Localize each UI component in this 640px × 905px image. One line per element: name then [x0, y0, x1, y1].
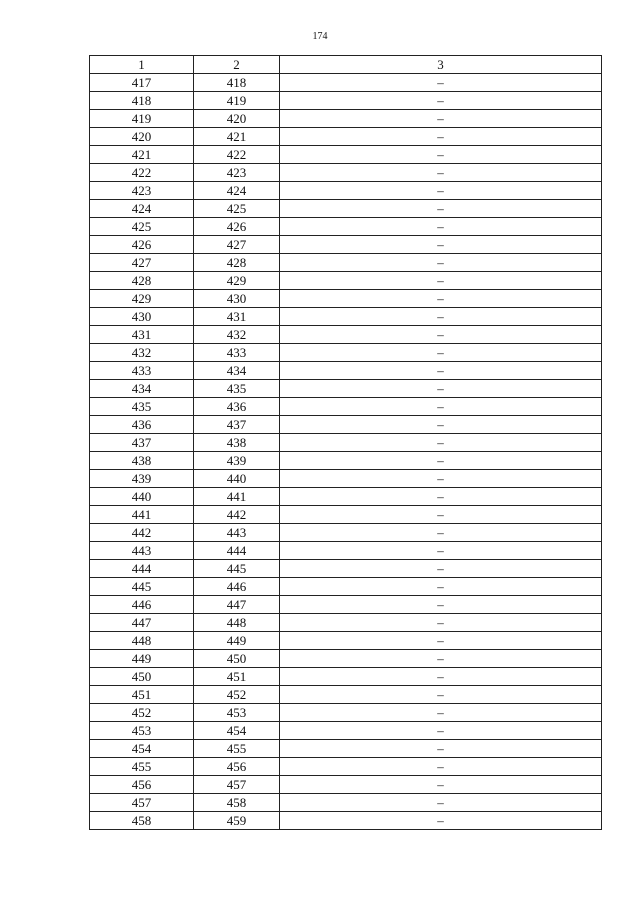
table-cell-col-3: –: [280, 326, 602, 344]
table-cell-col-2: 459: [194, 812, 280, 830]
table-row: [90, 704, 602, 722]
table-cell-col-1: 454: [90, 740, 194, 758]
table-cell-col-3: –: [280, 776, 602, 794]
table-row: [90, 542, 602, 560]
table-body: [90, 74, 602, 830]
column-header-1: 1: [90, 56, 194, 74]
table-row: [90, 596, 602, 614]
table-cell-col-2: 454: [194, 722, 280, 740]
table-cell-col-1: 441: [90, 506, 194, 524]
table-cell-col-2: 421: [194, 128, 280, 146]
table-cell-col-2: 456: [194, 758, 280, 776]
table-cell-col-2: 422: [194, 146, 280, 164]
table-cell-col-3: –: [280, 488, 602, 506]
table-cell-col-1: 450: [90, 668, 194, 686]
table-cell-col-3: –: [280, 758, 602, 776]
table-row: [90, 164, 602, 182]
table-cell-col-1: 443: [90, 542, 194, 560]
table-cell-col-1: 444: [90, 560, 194, 578]
table-row: [90, 74, 602, 92]
table-cell-col-2: 431: [194, 308, 280, 326]
table-cell-col-3: –: [280, 218, 602, 236]
table-cell-col-3: –: [280, 236, 602, 254]
table-cell-col-1: 439: [90, 470, 194, 488]
table-cell-col-1: 417: [90, 74, 194, 92]
table-cell-col-2: 457: [194, 776, 280, 794]
table-cell-col-2: 429: [194, 272, 280, 290]
table-cell-col-3: –: [280, 254, 602, 272]
page-number: 174: [312, 31, 328, 42]
table-cell-col-1: 442: [90, 524, 194, 542]
table-row: [90, 92, 602, 110]
table-cell-col-2: 430: [194, 290, 280, 308]
table-row: [90, 236, 602, 254]
table-cell-col-3: –: [280, 416, 602, 434]
table-row: [90, 650, 602, 668]
table-cell-col-3: –: [280, 290, 602, 308]
table-cell-col-2: 435: [194, 380, 280, 398]
table-cell-col-1: 452: [90, 704, 194, 722]
table-cell-col-1: 448: [90, 632, 194, 650]
table-row: [90, 776, 602, 794]
table-row: [90, 632, 602, 650]
table-cell-col-3: –: [280, 524, 602, 542]
table-cell-col-1: 430: [90, 308, 194, 326]
table-row: [90, 560, 602, 578]
table-row: [90, 326, 602, 344]
table-cell-col-1: 435: [90, 398, 194, 416]
table-row: [90, 344, 602, 362]
table-row: [90, 506, 602, 524]
table-row: [90, 740, 602, 758]
table-cell-col-1: 428: [90, 272, 194, 290]
table-cell-col-3: –: [280, 452, 602, 470]
table-row: [90, 272, 602, 290]
table-cell-col-2: 441: [194, 488, 280, 506]
table-cell-col-3: –: [280, 110, 602, 128]
table-cell-col-3: –: [280, 542, 602, 560]
table-row: [90, 416, 602, 434]
table-cell-col-3: –: [280, 560, 602, 578]
table-cell-col-3: –: [280, 92, 602, 110]
table-row: [90, 182, 602, 200]
table-cell-col-2: 438: [194, 434, 280, 452]
table-cell-col-3: –: [280, 434, 602, 452]
table-row: [90, 380, 602, 398]
table-cell-col-2: 423: [194, 164, 280, 182]
table-row: [90, 200, 602, 218]
table-cell-col-1: 421: [90, 146, 194, 164]
table-cell-col-1: 449: [90, 650, 194, 668]
table-cell-col-1: 418: [90, 92, 194, 110]
table-cell-col-3: –: [280, 362, 602, 380]
table-row: [90, 470, 602, 488]
table-cell-col-2: 424: [194, 182, 280, 200]
table-cell-col-2: 433: [194, 344, 280, 362]
table-cell-col-3: –: [280, 686, 602, 704]
table-cell-col-2: 451: [194, 668, 280, 686]
table-cell-col-2: 440: [194, 470, 280, 488]
table-cell-col-2: 443: [194, 524, 280, 542]
table-cell-col-1: 440: [90, 488, 194, 506]
table-cell-col-1: 445: [90, 578, 194, 596]
table-row: [90, 110, 602, 128]
table-cell-col-3: –: [280, 668, 602, 686]
table-row: [90, 290, 602, 308]
table-row: [90, 218, 602, 236]
table-cell-col-1: 424: [90, 200, 194, 218]
table-cell-col-3: –: [280, 632, 602, 650]
table-header-row: [90, 56, 602, 74]
table-cell-col-2: 420: [194, 110, 280, 128]
table-cell-col-1: 458: [90, 812, 194, 830]
table-cell-col-1: 446: [90, 596, 194, 614]
table-cell-col-2: 449: [194, 632, 280, 650]
table-cell-col-1: 431: [90, 326, 194, 344]
table-cell-col-2: 425: [194, 200, 280, 218]
table-cell-col-1: 436: [90, 416, 194, 434]
table-cell-col-2: 445: [194, 560, 280, 578]
table-row: [90, 812, 602, 830]
table-cell-col-2: 452: [194, 686, 280, 704]
table-cell-col-1: 437: [90, 434, 194, 452]
table-cell-col-3: –: [280, 182, 602, 200]
table-cell-col-2: 436: [194, 398, 280, 416]
table-cell-col-1: 451: [90, 686, 194, 704]
table-cell-col-1: 429: [90, 290, 194, 308]
table-cell-col-3: –: [280, 200, 602, 218]
table-cell-col-2: 458: [194, 794, 280, 812]
table-cell-col-3: –: [280, 650, 602, 668]
table-cell-col-1: 456: [90, 776, 194, 794]
table-row: [90, 668, 602, 686]
table-cell-col-2: 439: [194, 452, 280, 470]
table-cell-col-1: 425: [90, 218, 194, 236]
table-row: [90, 398, 602, 416]
table-cell-col-1: 422: [90, 164, 194, 182]
table-cell-col-1: 434: [90, 380, 194, 398]
table-cell-col-3: –: [280, 164, 602, 182]
table-cell-col-2: 428: [194, 254, 280, 272]
table-cell-col-1: 423: [90, 182, 194, 200]
table-cell-col-2: 444: [194, 542, 280, 560]
table-cell-col-1: 453: [90, 722, 194, 740]
table-row: [90, 524, 602, 542]
table-cell-col-1: 426: [90, 236, 194, 254]
table-row: [90, 614, 602, 632]
table-cell-col-2: 426: [194, 218, 280, 236]
table-cell-col-3: –: [280, 506, 602, 524]
table-cell-col-3: –: [280, 470, 602, 488]
table-cell-col-1: 432: [90, 344, 194, 362]
table-cell-col-1: 455: [90, 758, 194, 776]
table-cell-col-2: 446: [194, 578, 280, 596]
column-header-2: 2: [194, 56, 280, 74]
data-table: [89, 55, 602, 830]
column-header-3: 3: [280, 56, 602, 74]
table-cell-col-2: 434: [194, 362, 280, 380]
table-cell-col-2: 448: [194, 614, 280, 632]
table-cell-col-1: 433: [90, 362, 194, 380]
table-cell-col-1: 420: [90, 128, 194, 146]
table-row: [90, 308, 602, 326]
table-row: [90, 128, 602, 146]
table-row: [90, 146, 602, 164]
table-cell-col-3: –: [280, 614, 602, 632]
table-cell-col-2: 437: [194, 416, 280, 434]
table-cell-col-3: –: [280, 704, 602, 722]
table-row: [90, 362, 602, 380]
table-cell-col-1: 447: [90, 614, 194, 632]
table-cell-col-3: –: [280, 596, 602, 614]
table-cell-col-2: 447: [194, 596, 280, 614]
table-cell-col-3: –: [280, 722, 602, 740]
table-row: [90, 794, 602, 812]
table-row: [90, 758, 602, 776]
table-cell-col-2: 419: [194, 92, 280, 110]
table-cell-col-3: –: [280, 308, 602, 326]
table-cell-col-3: –: [280, 272, 602, 290]
table-row: [90, 434, 602, 452]
table-cell-col-3: –: [280, 380, 602, 398]
table-cell-col-2: 427: [194, 236, 280, 254]
table-row: [90, 686, 602, 704]
table-cell-col-3: –: [280, 398, 602, 416]
table-row: [90, 254, 602, 272]
table-cell-col-1: 427: [90, 254, 194, 272]
table-row: [90, 722, 602, 740]
table-cell-col-2: 442: [194, 506, 280, 524]
table-cell-col-3: –: [280, 344, 602, 362]
table-cell-col-2: 450: [194, 650, 280, 668]
table-cell-col-3: –: [280, 128, 602, 146]
table-cell-col-3: –: [280, 812, 602, 830]
table-cell-col-3: –: [280, 740, 602, 758]
table-cell-col-1: 457: [90, 794, 194, 812]
table-cell-col-2: 418: [194, 74, 280, 92]
table-cell-col-2: 453: [194, 704, 280, 722]
table-row: [90, 578, 602, 596]
table-cell-col-3: –: [280, 146, 602, 164]
table-row: [90, 452, 602, 470]
table-cell-col-3: –: [280, 578, 602, 596]
table-cell-col-3: –: [280, 794, 602, 812]
table-row: [90, 488, 602, 506]
table-cell-col-3: –: [280, 74, 602, 92]
table-cell-col-1: 419: [90, 110, 194, 128]
table-cell-col-1: 438: [90, 452, 194, 470]
table-cell-col-2: 455: [194, 740, 280, 758]
table-cell-col-2: 432: [194, 326, 280, 344]
